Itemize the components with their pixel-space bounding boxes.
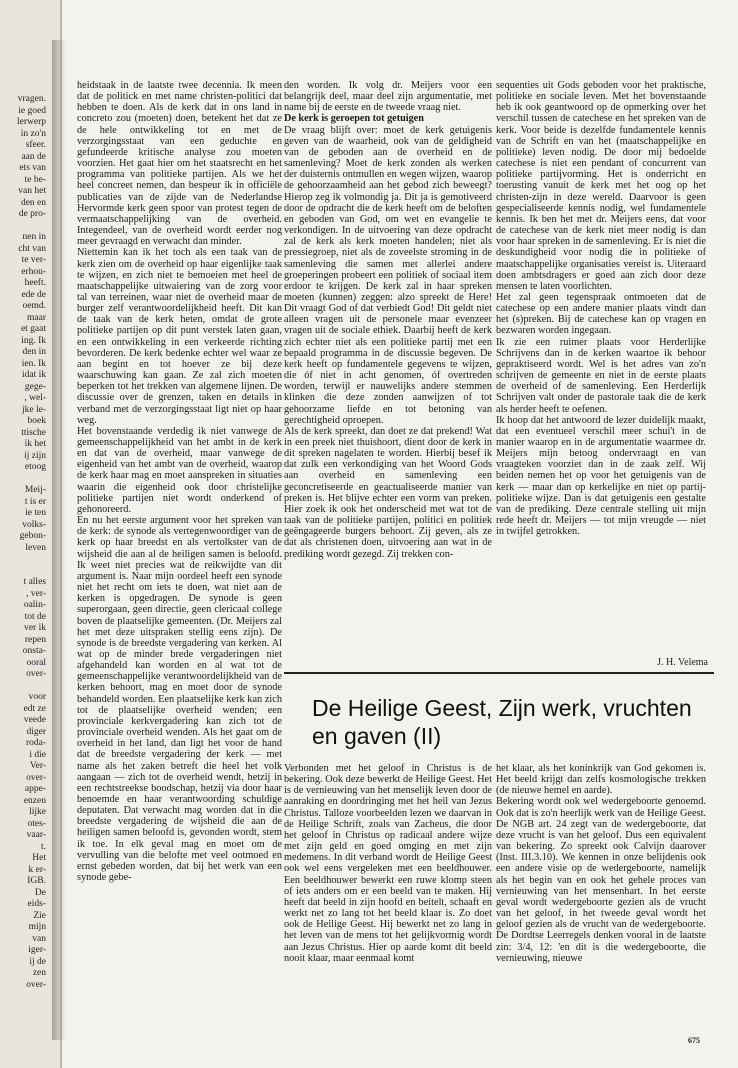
margin-line: voor [28,692,46,702]
margin-line: den in [22,347,46,357]
paragraph: Het zal geen tegenspraak ontmoeten dat de catechese op een andere manier plaats vindt dan het (s)preken. Bij de catechese kan op vragen en bezwaren worden ingegaan. [496,291,706,337]
margin-line: te be- [24,174,46,185]
margin-line: ets van [19,163,46,173]
margin-line: ie ten [25,508,46,518]
paragraph: Ik hoop dat het antwoord de lezer duidelijk maakt, dat een eventueel verschil meer schui't in de manier waarop en in de argumentatie waarmee dr. Meijers mijn betoog ondervraagt en van vraagteken voorziet dan in de zaak zelf. Wij beiden nemen het op voor het getuigenis van de kerk — maar dan op kerkelijke en niet op partij-politieke wijze. Dan is dat getuigenis een gestalte van de prediking. Deze centrale stelling uit mijn rede heeft dr. Meijers — tot mijn vreugde — niet in twijfel getrokken. [496,414,706,538]
margin-line: etoog [24,462,46,472]
paragraph: Als de kerk spreekt, dan doet ze dat prekend! Wat in een preek niet thuishoort, dient door de kerk in dit spreken nagelaten te worden. Hierbij besef ik dat zulk een verkondiging van het Woord Gods aan overheid en samenleving een geconcretiseerde en geactualiseerde manier van preken is. Het blijve echter een vorm van preken. Hier zoek ik ook het onderscheid met wat tot de taak van de politieke partijen, politici en politiek geëngageerde burgers behoort. Zij geven, als ze dat als christenen doen, uitvoering aan wat in de prediking wordt gezegd. Zij trekken con- [284,425,492,560]
margin-line: ede de [21,289,46,300]
margin-line: iger- [28,945,46,955]
margin-line: edt ze [23,703,46,714]
margin-line: vragen. [17,94,46,104]
margin-line: van [32,933,46,944]
previous-page-text [0,94,46,991]
margin-line [0,474,46,486]
margin-line: ien. Ik [21,358,46,369]
section-divider [284,672,714,674]
margin-line: Zie [33,910,46,921]
section-subheading: De kerk is geroepen tot getuigen [284,113,424,125]
margin-line: ie goed [18,105,46,116]
margin-line: diger [26,726,46,737]
margin-line: t. [40,841,46,852]
margin-line: ooral [26,657,46,668]
paragraph: Bekering wordt ook wel wedergeboorte genoemd. Ook dat is zo'n heerlijk werk van de Heilige Geest. De NGB art. 24 zegt van de wedergeboorte, dat deze vrucht is van het geloof. Dus een equivalent van bekering. Zo spreekt ook Calvijn daarover (Inst. III.3.10). We kennen in onze belijdenis ook een andere visie op de wedergeboorte, namelijk als het begin van en ook het gehele proces van vernieuwing van het mensenhart. In het eerste geval wordt wedergeboorte gezien als de vrucht van het geloof, in het tweede geval wordt het geloof gezien als de vrucht van de wedergeboorte. De Dordtse Leerregels denken vooral in de laatste zin: 3/4, 12: 'en dit is die wedergeboorte, die vernieuwing, nieuwe [496,796,706,964]
margin-line: vaar- [26,830,46,840]
margin-line: repen [24,634,46,645]
paragraph: Niettemin kan ik het toch als een taak van de kerk zien om de overheid op haar eigenlijke taak te wijzen, en zich niet te bemoeien met heel de maatschappelijke uitwaiering van de zorg voor tal van terreinen, waar niet de overheid maar de burger zelf verantwoordelijkheid heeft. Dit kan de taak van de kerk heten, omdat de grote politieke partijen op dit punt verstek laten gaan, en een ontwikkeling in een verkeerde richting bevorderen. De kerk bedenke echter wel waar ze aan begint en tot hoever ze bij deze waarschuwing kan gaan. Ze zal zich moeten beperken tot het trekken van algemene lijnen. De discussie over de grenzen, taken en details in verband met de verzorgingsstaat ligt niet op haar weg. [77,247,282,426]
paragraph: den worden. Ik volg dr. Meijers voor een belangrijk deel, maar deel zijn argumentatie, met name bij de eerste en de tweede vraag niet. [284,80,492,114]
margin-line [0,681,46,693]
paragraph: het klaar, als het koninkrijk van God gekomen is. Het beeld krijgt dan zelfs kosmologische trekken (de nieuwe hemel en aarde). [496,763,706,797]
margin-line: sfeer. [25,140,46,150]
margin-line: eids- [27,899,46,909]
margin-line: gebon- [19,531,46,541]
margin-line: et gaat [20,324,46,334]
paragraph: Verbonden met het geloof in Christus is de bekering. Ook deze bewerkt de Heilige Geest. Het is de vernieuwing van het menselijk leven door de aanraking en doordringing met het heil van Jezus Christus. Talloze voorbeelden lezen we daarvan in de Heilige Schrift, zoals van Zacheus, die door het geloof in Christus op radicaal andere wijze met zijn geld en goed omging en met zijn medemens. In dit verband wordt de Heilige Geest ook wel eens vergeleken met een beeldhouwer. Een beeldhouwer bewerkt een ruwe klomp steen of iets anders om er een beeld van te maken. Hij heeft dat beeld in zijn hoofd en beitelt, schaaft en werkt net zo lang tot het beeld klaar is. Zo doet ook de Heilige Geest. Hij bewerkt net zo lang in het leven van de mens tot het gelijkvormig wordt aan Jezus Christus. Hier op aarde komt dit beeld nooit klaar, maar eenmaal komt [284,763,492,964]
margin-line: IGB. [27,876,46,886]
margin-line: , ver- [26,588,46,599]
margin-line: ttische [21,427,46,438]
margin-line: over- [26,979,46,990]
margin-line: jke le- [21,404,46,415]
margin-line: boek [27,416,46,426]
margin-line: Ver- [29,761,46,771]
article2-column-2 [496,763,706,1048]
margin-line: enzen [23,795,46,806]
margin-line: t alles [23,577,46,587]
margin-line: gege- [24,381,46,392]
margin-line: te ver- [21,255,46,265]
margin-line: lijke [29,807,46,817]
margin-line: ik het [24,439,46,449]
margin-line: lerwerp [16,117,46,127]
binding-shadow [52,40,66,1040]
article-column-3 [496,80,706,680]
margin-line [0,221,46,233]
paragraph: sequenties uit Gods geboden voor het praktische, politieke en sociale leven. Met het bovenstaande heb ik ook geantwoord op de opmerking over het verschil tussen de catechese en het spreken van de kerk. Voor beide is dezelfde fundamentele kennis van de Schrift en van het (maatschappelijke en politieke) leven nodig. De door mij bedoelde catechese is niet een pendant of concurrent van politieke partijvorming. Het is onderricht en toerusting vanuit de kerk met het oog op het christen-zijn in deze wereld. Daarvoor is geen gespecialiseerde kennis nodig, wel fundamentele kennis. Ik ben het met dr. Meijers eens, dat voor de catechese van de kerk niet meer nodig is dan voor haar spreken in de samenleving. Er is niet die deskundigheid voor nodig die in politieke of maatschappelijke organisaties vereist is. Uiteraard doen ambtsdragers er goed aan zich door deze mensen te laten voorlichten. [496,80,706,292]
margin-line: roda- [25,738,46,748]
margin-line: onsta- [22,646,46,656]
paragraph: En nu het eerste argument voor het spreken van de kerk: de synode als vertegenwoordiger van de kerk op haar breedst en als vertolkster van de wijsheid die aan al de heiligen samen is beloofd. Ik weet niet precies wat de reikwijdte van dit argument is. Naar mijn oordeel heeft een synode niet het recht om iets te doen, wat niet aan de kerken is opgedragen. De synode is geen superorgaan, geen directie, geen clericaal college boven de plaatselijke gemeenten. (Dr. Meijers zal het met deze uitspraken stellig eens zijn). De synode is de breedste vergadering van kerken. Al wat op de minder brede vergaderingen niet afgehandeld kan worden en al wat tot de gemeenschappelijke verantwoordelijkheid van de kerken behoort, mag en moet door de synode behandeld worden. Een plaatselijke kerk kan zich tot de plaatselijke overheid wenden; een provinciale kerkvergadering kan zich tot de provinciale overheid wenden. Als het gaat om de overheid in het land, dan ligt het voor de hand dat de breedste vergadering der kerk — met name als het zaken betreft die heel het volk aangaan — zich tot de overheid wendt, hetzij in een rechtstreekse boodschap, hetzij via door haar benoemde en haar verantwoording schuldige deputaten. Dat verwacht mag worden dat in die breedste vergadering de wijsheid die aan de heiligen samen beloofd is, gevonden wordt, stem ik toe. In elk geval mag en moet om de vervulling van die belofte met veel ootmoed en ernst gebeden worden, dat bij het werk van een synode gebe- [77,515,282,884]
margin-line: t is er [24,496,46,507]
margin-line: nen in [22,232,46,242]
margin-line: over- [26,772,46,783]
paragraph: heidstaak in de laatste twee decennia. Ik meen dat de politick en met name christen-politici dat hebben te doen. Als de kerk dat in ons land in concreto zou (moeten) doen, betekent het dat ze de hele ontwikkeling tot en met de verzorgingsstaat van een geduchte en gefundeerde kritische analyse zou moeten voorzien. Het gaat hier om het staatsrecht en het programma van politieke partijen. Als we het heel concreet nemen, dan bespeur ik in officiële publicaties van de zijde van de Nederlandse Hervormde kerk geen spoor van protest tegen de vermaatschappelijking van de overheid. Integendeel, van de overheid wordt eerder nog meer gevraagd en verwacht dan minder. [77,80,282,248]
margin-line: ij zijn [24,450,46,461]
margin-line: oemd. [22,301,46,311]
margin-line: cht van [18,243,46,254]
page-number: 675 [688,1036,700,1045]
author-signature: J. H. Velema [657,657,708,668]
margin-line: in zo'n [20,128,46,139]
margin-line: ij de [29,956,46,967]
margin-line [0,554,46,566]
margin-line: De [34,887,46,898]
article-column-1 [77,80,282,1046]
margin-line: mijn [28,922,46,932]
margin-line: over- [26,669,46,679]
margin-line: Meij- [24,485,46,495]
margin-line: appe- [24,784,46,794]
margin-line: ver ik [24,623,46,633]
paragraph: De vraag blijft over: moet de kerk getuigenis geven van de waarheid, ook van de geldigheid van de geboden aan de overheid en de samenleving? Moet de kerk zonden als werken der duisternis ontmullen en wegen wijzen, waarop de gehoorzaamheid aan het gebod zich beweegt? Hierop zeg ik volmondig ja. Dit ja is gemotiveerd door de opdracht die de kerk heeft om de beloften en geboden van God, om wet en evangelie te verkondigen. In de uitvoering van deze opdracht zal de kerk als kerk moeten handelen; niet als pressiegroep, niet als de zoveelste stroming in de samenleving die samen met allerlei andere groeperingen probeert een politiek of sociaal item erdoor te krijgen. De kerk zal in haar spreken moeten (kunnen) zeggen: alzo spreekt de Here! Dit vraagt God of dat verbiedt God! Dit geldt niet alleen vragen uit de personele maar evenzeer vragen uit de sociale ethiek. Daarbij heeft de kerk zich echter niet als een politieke partij met een bepaald programma in de discussie begeven. De kerk heeft op fundamentele gegevens te wijzen, die óf niet in acht genomen, óf overtreden worden, terwijl er nauwelijks andere stemmen klinken die deze zonden aanwijzen of tot gehoorzame liefde en tot betoning van gerechtigheid oproepen. [284,124,492,426]
margin-line: Het [32,853,46,863]
margin-line: veede [23,715,46,725]
paragraph: Ik zie een ruimer plaats voor Herderlijke Schrijvens dan in de kerken waartoe ik behoor gepraktiseerd wordt. Wel is het adres van zo'n schrijven de gemeente en niet in de eerste plaats de overheid of de samenleving. Een Herderlijk Schrijven valt onder de pastorale taak die de kerk als herder heeft te oefenen. [496,336,706,415]
margin-line: otes- [27,818,46,829]
margin-line: i die [29,749,46,760]
margin-line: volks- [22,519,46,530]
margin-line: zen [32,968,46,978]
article2-column-1 [284,763,492,1048]
margin-line: tot de [24,611,46,622]
margin-line: oalin- [23,600,46,610]
margin-line: maar [27,312,46,323]
margin-line: idat ik [21,370,46,380]
margin-line: de pro- [18,209,46,219]
margin-line: aan de [21,151,46,162]
margin-line: erhou- [21,266,46,277]
margin-line: k er- [28,864,46,875]
paragraph: Het bovenstaande verdedig ik niet vanwege de gemeenschappelijkheid van het ambt in de kerk en dat van de overheid, maar vanwege de eigenheid van het ambt van de overheid, waarop de kerk haar mag en moet aanspreken in situaties waarin die eigenheid ook door christelijke politieke partijen niet wordt onderkend of gehonoreerd. [77,425,282,515]
margin-line: den en [20,197,46,208]
margin-line: heeft. [24,278,46,288]
margin-line: ing. Ik [21,335,46,346]
article-title: De Heilige Geest, Zijn werk, vruchten en gaven (II) [312,695,692,749]
margin-line: leven [25,542,46,553]
margin-line [0,566,46,578]
margin-line: , wel- [24,393,46,403]
article-column-2 [284,80,492,670]
margin-line: van het [18,186,46,196]
